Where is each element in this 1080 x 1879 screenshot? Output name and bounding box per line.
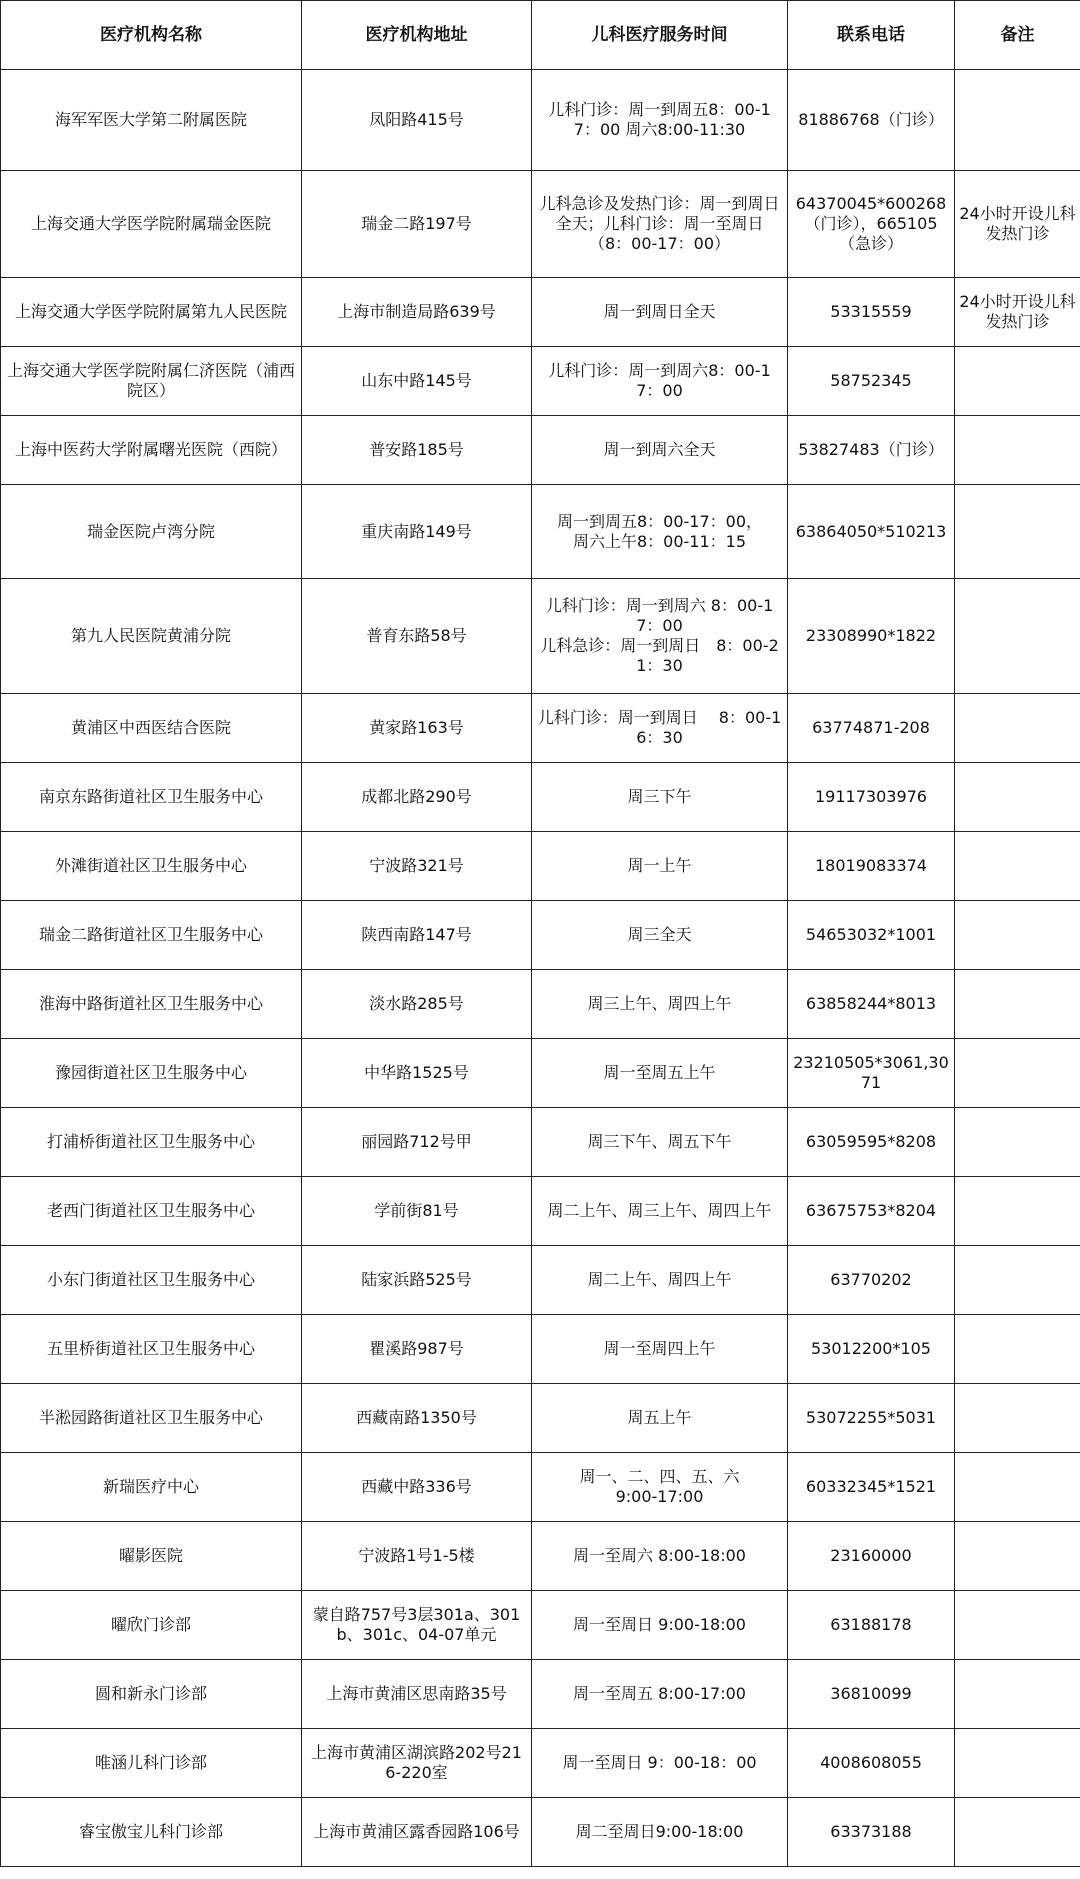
cell-name: 淮海中路街道社区卫生服务中心: [1, 970, 302, 1039]
cell-name: 黄浦区中西医结合医院: [1, 694, 302, 763]
cell-address: 上海市黄浦区湖滨路202号216-220室: [302, 1729, 532, 1798]
cell-phone: 53827483（门诊）: [788, 416, 955, 485]
cell-address: 中华路1525号: [302, 1039, 532, 1108]
cell-name: 第九人民医院黄浦分院: [1, 579, 302, 694]
cell-address: 宁波路321号: [302, 832, 532, 901]
cell-hours: 周一到周日全天: [532, 278, 788, 347]
cell-address: 蒙自路757号3层301a、301b、301c、04-07单元: [302, 1591, 532, 1660]
cell-phone: 53315559: [788, 278, 955, 347]
cell-note: [955, 1522, 1080, 1591]
table-row: [1, 901, 1080, 970]
cell-address: 陆家浜路525号: [302, 1246, 532, 1315]
cell-phone: 64370045*600268（门诊），665105（急诊）: [788, 171, 955, 278]
table-row: [1, 347, 1080, 416]
cell-note: [955, 694, 1080, 763]
cell-hours: 周一、二、四、五、六 9:00-17:00: [532, 1453, 788, 1522]
cell-name: 小东门街道社区卫生服务中心: [1, 1246, 302, 1315]
cell-hours: 周一至周五 8:00-17:00: [532, 1660, 788, 1729]
cell-name: 瑞金二路街道社区卫生服务中心: [1, 901, 302, 970]
table-row: [1, 694, 1080, 763]
table-row: [1, 1591, 1080, 1660]
cell-address: 上海市黄浦区思南路35号: [302, 1660, 532, 1729]
cell-hours: 周一到周五8：00-17：00， 周六上午8：00-11：15: [532, 485, 788, 579]
cell-note: [955, 70, 1080, 171]
cell-phone: 63864050*510213: [788, 485, 955, 579]
cell-hours: 周一至周五上午: [532, 1039, 788, 1108]
cell-name: 半淞园路街道社区卫生服务中心: [1, 1384, 302, 1453]
table-row: [1, 485, 1080, 579]
cell-note: [955, 1246, 1080, 1315]
cell-phone: 36810099: [788, 1660, 955, 1729]
cell-address: 瞿溪路987号: [302, 1315, 532, 1384]
cell-name: 上海中医药大学附属曙光医院（西院）: [1, 416, 302, 485]
cell-note: [955, 485, 1080, 579]
table-row: [1, 579, 1080, 694]
cell-phone: 4008608055: [788, 1729, 955, 1798]
table-row: [1, 416, 1080, 485]
cell-address: 普育东路58号: [302, 579, 532, 694]
cell-hours: 周一上午: [532, 832, 788, 901]
table-row: [1, 1453, 1080, 1522]
cell-note: [955, 1798, 1080, 1867]
cell-phone: 63858244*8013: [788, 970, 955, 1039]
cell-address: 西藏中路336号: [302, 1453, 532, 1522]
cell-phone: 53012200*105: [788, 1315, 955, 1384]
cell-hours: 周一至周日 9:00-18:00: [532, 1591, 788, 1660]
cell-note: [955, 970, 1080, 1039]
cell-phone: 53072255*5031: [788, 1384, 955, 1453]
cell-name: 豫园街道社区卫生服务中心: [1, 1039, 302, 1108]
cell-hours: 周一到周六全天: [532, 416, 788, 485]
table-row: [1, 1246, 1080, 1315]
cell-name: 南京东路街道社区卫生服务中心: [1, 763, 302, 832]
cell-note: [955, 1315, 1080, 1384]
cell-hours: 周一至周日 9：00-18：00: [532, 1729, 788, 1798]
cell-phone: 63059595*8208: [788, 1108, 955, 1177]
cell-hours: 周三下午、周五下午: [532, 1108, 788, 1177]
header-phone: 联系电话: [788, 1, 955, 70]
cell-address: 学前街81号: [302, 1177, 532, 1246]
cell-hours: 周三全天: [532, 901, 788, 970]
header-address: 医疗机构地址: [302, 1, 532, 70]
cell-name: 新瑞医疗中心: [1, 1453, 302, 1522]
table-row: [1, 70, 1080, 171]
cell-name: 曜欣门诊部: [1, 1591, 302, 1660]
cell-hours: 周一至周六 8:00-18:00: [532, 1522, 788, 1591]
cell-note: 24小时开设儿科发热门诊: [955, 171, 1080, 278]
cell-name: 上海交通大学医学院附属第九人民医院: [1, 278, 302, 347]
cell-address: 淡水路285号: [302, 970, 532, 1039]
cell-address: 丽园路712号甲: [302, 1108, 532, 1177]
cell-phone: 23308990*1822: [788, 579, 955, 694]
table-row: [1, 1729, 1080, 1798]
header-hours: 儿科医疗服务时间: [532, 1, 788, 70]
cell-note: [955, 1660, 1080, 1729]
cell-name: 睿宝傲宝儿科门诊部: [1, 1798, 302, 1867]
cell-name: 五里桥街道社区卫生服务中心: [1, 1315, 302, 1384]
cell-note: [955, 1108, 1080, 1177]
cell-hours: 周三下午: [532, 763, 788, 832]
cell-name: 圆和新永门诊部: [1, 1660, 302, 1729]
cell-note: [955, 1729, 1080, 1798]
cell-note: [955, 832, 1080, 901]
cell-name: 唯涵儿科门诊部: [1, 1729, 302, 1798]
table-row: [1, 1660, 1080, 1729]
cell-address: 西藏南路1350号: [302, 1384, 532, 1453]
cell-phone: 60332345*1521: [788, 1453, 955, 1522]
cell-name: 老西门街道社区卫生服务中心: [1, 1177, 302, 1246]
cell-note: [955, 1177, 1080, 1246]
cell-name: 上海交通大学医学院附属瑞金医院: [1, 171, 302, 278]
cell-hours: 儿科门诊：周一到周六8：00-17：00: [532, 347, 788, 416]
table-row: [1, 1798, 1080, 1867]
cell-hours: 周一至周四上午: [532, 1315, 788, 1384]
cell-address: 黄家路163号: [302, 694, 532, 763]
cell-address: 上海市制造局路639号: [302, 278, 532, 347]
cell-phone: 54653032*1001: [788, 901, 955, 970]
cell-note: [955, 1384, 1080, 1453]
cell-phone: 63373188: [788, 1798, 955, 1867]
table-row: [1, 171, 1080, 278]
cell-note: 24小时开设儿科发热门诊: [955, 278, 1080, 347]
cell-name: 打浦桥街道社区卫生服务中心: [1, 1108, 302, 1177]
table-row: [1, 1039, 1080, 1108]
cell-hours: 儿科门诊：周一到周五8：00-17：00 周六8:00-11:30: [532, 70, 788, 171]
table-row: [1, 832, 1080, 901]
cell-note: [955, 1453, 1080, 1522]
cell-address: 凤阳路415号: [302, 70, 532, 171]
cell-hours: 儿科门诊：周一到周日 8：00-16：30: [532, 694, 788, 763]
cell-note: [955, 347, 1080, 416]
cell-name: 外滩街道社区卫生服务中心: [1, 832, 302, 901]
cell-note: [955, 763, 1080, 832]
cell-hours: 周五上午: [532, 1384, 788, 1453]
cell-hours: 儿科门诊：周一到周六 8：00-17：00 儿科急诊：周一到周日 8：00-21：30: [532, 579, 788, 694]
cell-hours: 周三上午、周四上午: [532, 970, 788, 1039]
cell-note: [955, 1591, 1080, 1660]
table-row: [1, 278, 1080, 347]
cell-phone: 63675753*8204: [788, 1177, 955, 1246]
table-row: [1, 1522, 1080, 1591]
cell-phone: 63774871-208: [788, 694, 955, 763]
cell-name: 曜影医院: [1, 1522, 302, 1591]
cell-note: [955, 416, 1080, 485]
cell-note: [955, 579, 1080, 694]
table-row: [1, 1384, 1080, 1453]
cell-address: 成都北路290号: [302, 763, 532, 832]
cell-address: 重庆南路149号: [302, 485, 532, 579]
cell-phone: 23210505*3061,3071: [788, 1039, 955, 1108]
cell-phone: 63188178: [788, 1591, 955, 1660]
cell-address: 普安路185号: [302, 416, 532, 485]
cell-phone: 58752345: [788, 347, 955, 416]
cell-phone: 23160000: [788, 1522, 955, 1591]
header-name: 医疗机构名称: [1, 1, 302, 70]
table-row: [1, 1177, 1080, 1246]
cell-hours: 儿科急诊及发热门诊：周一到周日全天；儿科门诊：周一至周日（8：00-17：00）: [532, 171, 788, 278]
cell-address: 上海市黄浦区露香园路106号: [302, 1798, 532, 1867]
table-row: [1, 970, 1080, 1039]
table-row: [1, 1108, 1080, 1177]
cell-address: 宁波路1号1-5楼: [302, 1522, 532, 1591]
cell-phone: 18019083374: [788, 832, 955, 901]
cell-phone: 19117303976: [788, 763, 955, 832]
cell-hours: 周二至周日9:00-18:00: [532, 1798, 788, 1867]
cell-phone: 81886768（门诊）: [788, 70, 955, 171]
cell-address: 山东中路145号: [302, 347, 532, 416]
table-row: [1, 1315, 1080, 1384]
cell-name: 海军军医大学第二附属医院: [1, 70, 302, 171]
cell-address: 瑞金二路197号: [302, 171, 532, 278]
cell-note: [955, 1039, 1080, 1108]
cell-hours: 周二上午、周三上午、周四上午: [532, 1177, 788, 1246]
cell-address: 陕西南路147号: [302, 901, 532, 970]
cell-hours: 周二上午、周四上午: [532, 1246, 788, 1315]
header-note: 备注: [955, 1, 1080, 70]
cell-phone: 63770202: [788, 1246, 955, 1315]
cell-note: [955, 901, 1080, 970]
header-row: [1, 1, 1080, 70]
table-row: [1, 763, 1080, 832]
cell-name: 上海交通大学医学院附属仁济医院（浦西院区）: [1, 347, 302, 416]
cell-name: 瑞金医院卢湾分院: [1, 485, 302, 579]
